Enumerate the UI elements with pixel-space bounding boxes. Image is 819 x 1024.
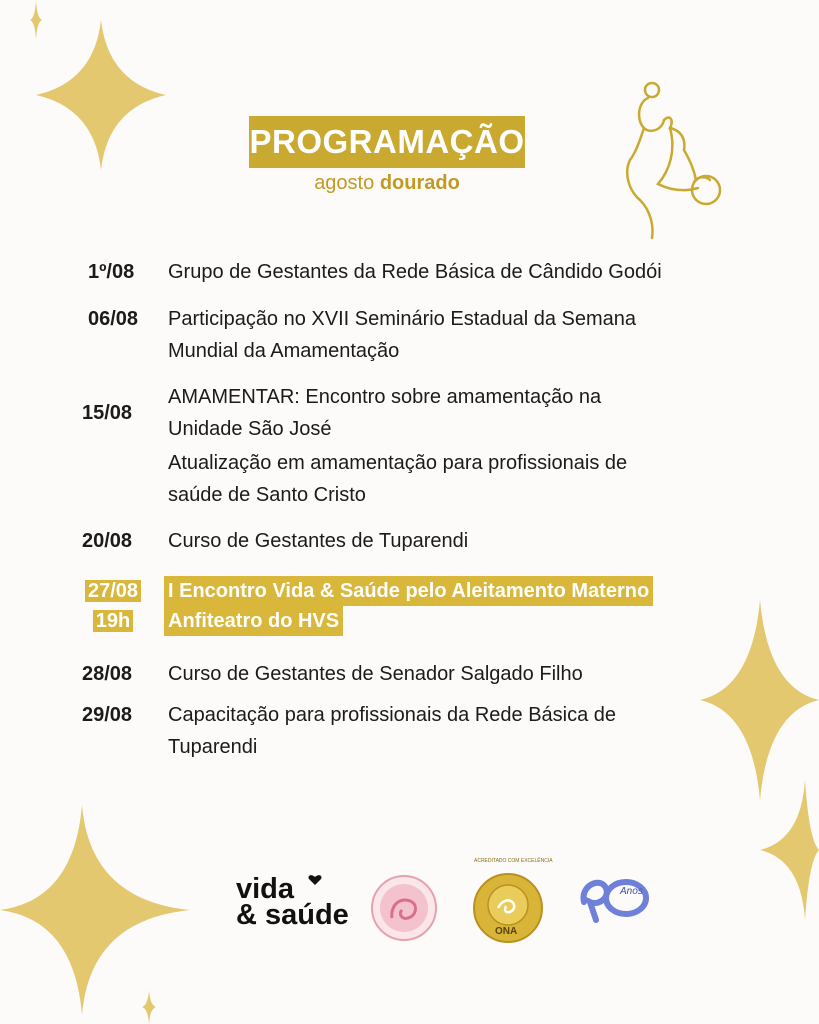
sparkle-top-left-icon	[36, 20, 166, 170]
schedule-date: 06/08	[88, 308, 139, 330]
schedule-date: 27/08	[85, 580, 141, 602]
schedule-line: Mundial da Amamentação	[168, 340, 400, 362]
ona-text: ONA	[495, 926, 518, 937]
page-subtitle	[249, 172, 525, 195]
schedule-line: Unidade São José	[168, 418, 332, 440]
vida-logo-line: vida	[236, 873, 295, 905]
schedule-line: Grupo de Gestantes da Rede Básica de Cândido Godói	[168, 261, 662, 283]
schedule-line: Capacitação para profissionais da Rede Básica de	[168, 704, 617, 726]
schedule-description	[168, 525, 728, 557]
saude-logo-line: & saúde	[236, 899, 349, 931]
page-title: PROGRAMAÇÃO	[249, 116, 525, 168]
mother-baby-icon	[610, 80, 730, 240]
logo-strip	[0, 858, 819, 950]
schedule-description	[168, 658, 728, 690]
schedule-date: 20/08	[82, 530, 133, 552]
schedule-line: I Encontro Vida & Saúde pelo Aleitamento Materno	[164, 576, 653, 606]
schedule-line: saúde de Santo Cristo	[168, 484, 366, 506]
heart-icon	[308, 874, 322, 886]
anniversary-90-logo-icon	[576, 872, 650, 928]
sparkle-small-top-icon	[30, 0, 42, 40]
schedule-time: 19h	[93, 610, 133, 632]
schedule-description	[168, 381, 728, 511]
ona-ring-text: ACREDITADO COM EXCELÊNCIA	[474, 858, 553, 864]
schedule-description	[168, 303, 728, 367]
subtitle-light: agosto	[314, 172, 375, 194]
schedule-line: Participação no XVII Seminário Estadual da Semana	[168, 308, 637, 330]
schedule-date: 29/08	[82, 704, 133, 726]
subtitle-bold: dourado	[379, 172, 460, 194]
schedule-line: Atualização em amamentação para profissionais de	[168, 452, 628, 474]
schedule-line: Tuparendi	[168, 736, 258, 758]
vida-saude-logo	[236, 873, 349, 931]
schedule-description	[168, 256, 728, 288]
anos-text: Anos	[620, 886, 643, 897]
schedule-description	[168, 699, 728, 763]
schedule-date: 1º/08	[88, 261, 135, 283]
schedule-date: 15/08	[82, 402, 133, 424]
schedule-line: Anfiteatro do HVS	[164, 606, 343, 636]
schedule-line: Curso de Gestantes de Tuparendi	[168, 530, 469, 552]
schedule-line: AMAMENTAR: Encontro sobre amamentação na	[168, 386, 602, 408]
sparkle-bottom-small-icon	[142, 990, 156, 1024]
milk-bank-logo-icon	[370, 874, 438, 942]
schedule-line: Curso de Gestantes de Senador Salgado Filho	[168, 663, 583, 685]
schedule-date: 28/08	[82, 663, 133, 685]
schedule-description	[164, 576, 724, 636]
